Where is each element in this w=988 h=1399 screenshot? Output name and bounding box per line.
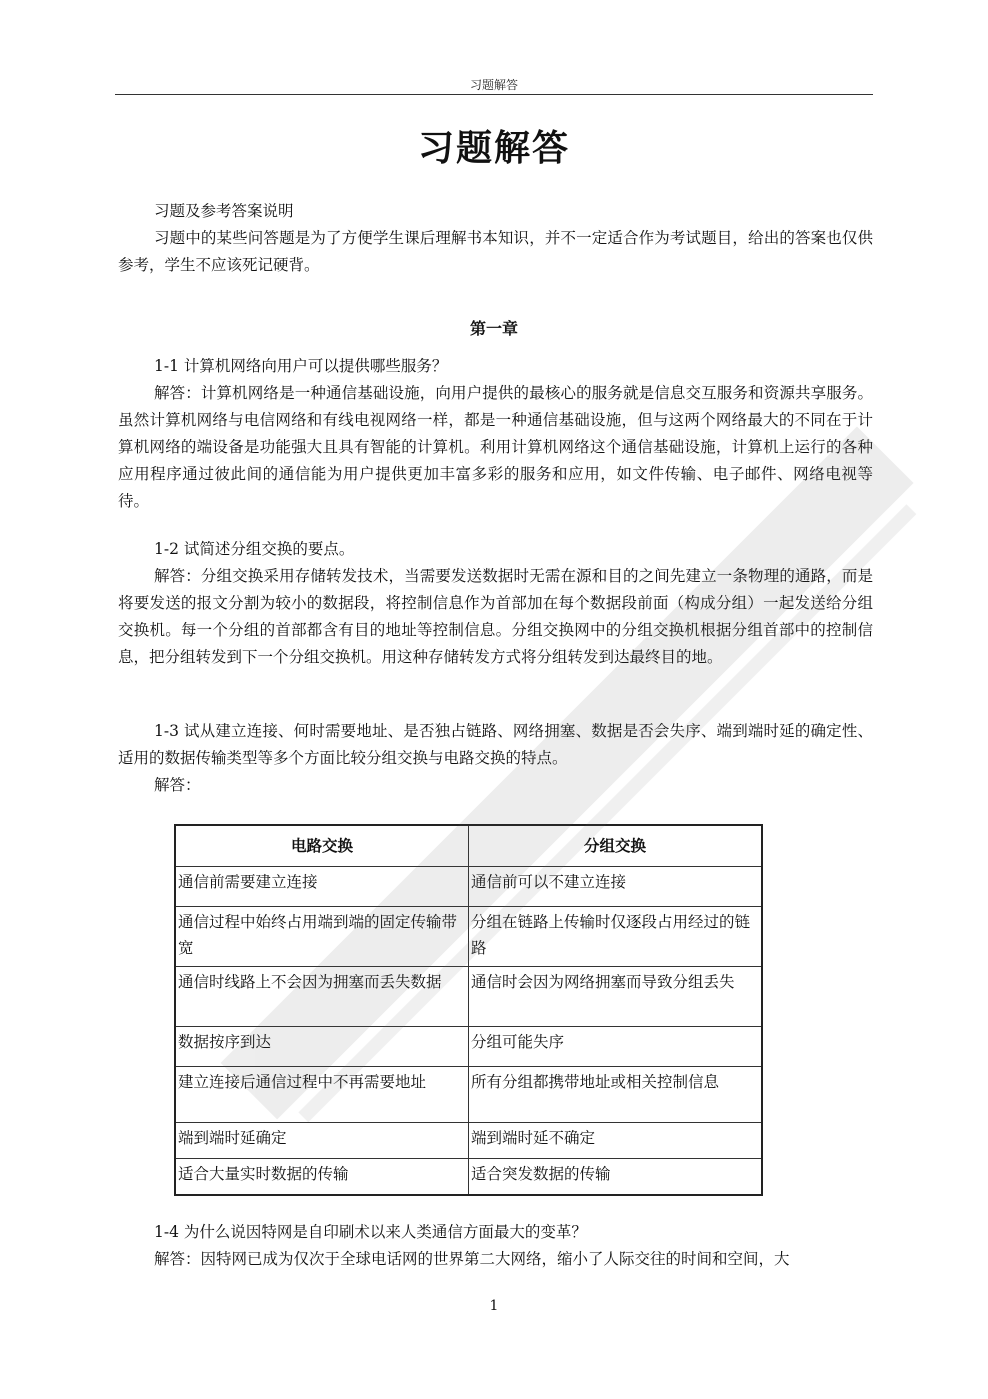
table-cell: 适合突发数据的传输 bbox=[469, 1159, 763, 1195]
page-number: 1 bbox=[489, 1298, 499, 1314]
table-cell: 通信前需要建立连接 bbox=[175, 867, 469, 907]
table-cell: 所有分组都携带地址或相关控制信息 bbox=[469, 1067, 763, 1123]
table-cell: 分组在链路上传输时仅逐段占用经过的链路 bbox=[469, 907, 763, 967]
answer-1-1: 解答：计算机网络是一种通信基础设施，向用户提供的最核心的服务就是信息交互服务和资源共享服务。虽然计算机网络与电信网络和有线电视网络一样，都是一种通信基础设施，但与这两个网络最大的不同在于计算机网络的端设备是功能强大且具有智能的计算机。利用计算机网络这个通信基础设施，计算机上运行的各种应用程序通过彼此间的通信能为用户提供更加丰富多彩的服务和应用，如文件传输、电子邮件、网络电视等待。 bbox=[118, 384, 873, 510]
question-1-4: 1-4 为什么说因特网是自印刷术以来人类通信方面最大的变革？ bbox=[154, 1223, 587, 1241]
question-1-1: 1-1 计算机网络向用户可以提供哪些服务？ bbox=[154, 357, 448, 375]
header-rule bbox=[115, 94, 873, 95]
question-1-3: 1-3 试从建立连接、何时需要地址、是否独占链路、网络拥塞、数据是否会失序、端到端时延的确定性、适用的数据传输类型等多个方面比较分组交换与电路交换的特点。 bbox=[118, 722, 873, 767]
comparison-table bbox=[174, 824, 763, 1196]
answer-1-4: 解答：因特网已成为仅次于全球电话网的世界第二大网络，缩小了人际交往的时间和空间，大 bbox=[154, 1250, 790, 1268]
table-header-packet: 分组交换 bbox=[469, 825, 763, 867]
table-cell: 数据按序到达 bbox=[175, 1027, 469, 1067]
table-row bbox=[175, 1123, 762, 1159]
table-cell: 适合大量实时数据的传输 bbox=[175, 1159, 469, 1195]
table-cell: 通信前可以不建立连接 bbox=[469, 867, 763, 907]
intro-heading: 习题及参考答案说明 bbox=[154, 202, 294, 220]
intro-body: 习题中的某些问答题是为了方便学生课后理解书本知识，并不一定适合作为考试题目，给出的答案也仅供参考，学生不应该死记硬背。 bbox=[118, 229, 873, 274]
table-row bbox=[175, 907, 762, 967]
table-header-row bbox=[175, 825, 762, 867]
table-row bbox=[175, 1067, 762, 1123]
table-cell: 建立连接后通信过程中不再需要地址 bbox=[175, 1067, 469, 1123]
table-cell: 端到端时延不确定 bbox=[469, 1123, 763, 1159]
table-row bbox=[175, 1027, 762, 1067]
table-cell: 通信时线路上不会因为拥塞而丢失数据 bbox=[175, 967, 469, 1027]
table-header-circuit: 电路交换 bbox=[175, 825, 469, 867]
document-title: 习题解答 bbox=[417, 128, 570, 169]
table-cell: 分组可能失序 bbox=[469, 1027, 763, 1067]
table-row bbox=[175, 1159, 762, 1195]
chapter-heading: 第一章 bbox=[469, 319, 518, 338]
answer-1-3: 解答： bbox=[154, 776, 201, 794]
table-cell: 通信过程中始终占用端到端的固定传输带宽 bbox=[175, 907, 469, 967]
question-1-2: 1-2 试简述分组交换的要点。 bbox=[154, 540, 355, 558]
table-cell: 端到端时延确定 bbox=[175, 1123, 469, 1159]
answer-1-2: 解答：分组交换采用存储转发技术，当需要发送数据时无需在源和目的之间先建立一条物理的通路，而是将要发送的报文分割为较小的数据段，将控制信息作为首部加在每个数据段前面（构成分组）一起发送给分组交换机。每一个分组的首部都含有目的地址等控制信息。分组交换网中的分组交换机根据分组首部中的控制信息，把分组转发到下一个分组交换机。用这种存储转发方式将分组转发到达最终目的地。 bbox=[118, 567, 873, 666]
running-header: 习题解答 bbox=[469, 78, 518, 92]
table-row bbox=[175, 967, 762, 1027]
table-row bbox=[175, 867, 762, 907]
table-cell: 通信时会因为网络拥塞而导致分组丢失 bbox=[469, 967, 763, 1027]
